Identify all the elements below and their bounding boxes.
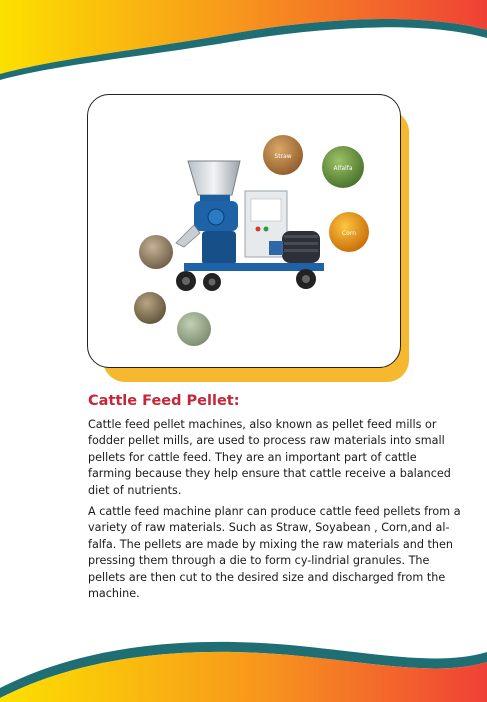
pellet-mill-machine-icon: [176, 161, 324, 291]
pellet-sample-icon: [139, 235, 173, 269]
bottom-wave-decoration: [0, 622, 487, 702]
alfalfa-sample-icon: [322, 146, 364, 188]
pellet-machine-illustration: [88, 95, 400, 367]
straw-sample-icon: [263, 135, 303, 175]
svg-text:Corn: Corn: [341, 230, 357, 237]
section-heading: Cattle Feed Pellet:: [88, 393, 240, 409]
pellet-sample-icon: [134, 292, 166, 324]
svg-text:Straw: Straw: [274, 153, 292, 160]
pellet-sample-icon: [177, 312, 211, 346]
product-image-card: [87, 94, 401, 368]
svg-text:Alfalfa: Alfalfa: [333, 165, 353, 172]
process-paragraph: A cattle feed machine planr can produce cattle feed pellets from a variety of raw materials. Such as Straw, Soyabean , Corn,and al-falfa. The pellets are made by mixing the raw materials and then pressing them through a die to form cy-lindrial granules. The pellets are then cut to the desired size and discharged from the machine.: [88, 505, 461, 601]
intro-paragraph: Cattle feed pellet machines, also known as pellet feed mills or fodder pellet mills, are used to process raw materials into small pellets for cattle feed. They are an important part of cattle farming because they help ensure that cattle receive a balanced diet of nutrients.: [88, 418, 451, 497]
top-wave-decoration: [0, 0, 487, 90]
corn-sample-icon: [329, 212, 369, 252]
